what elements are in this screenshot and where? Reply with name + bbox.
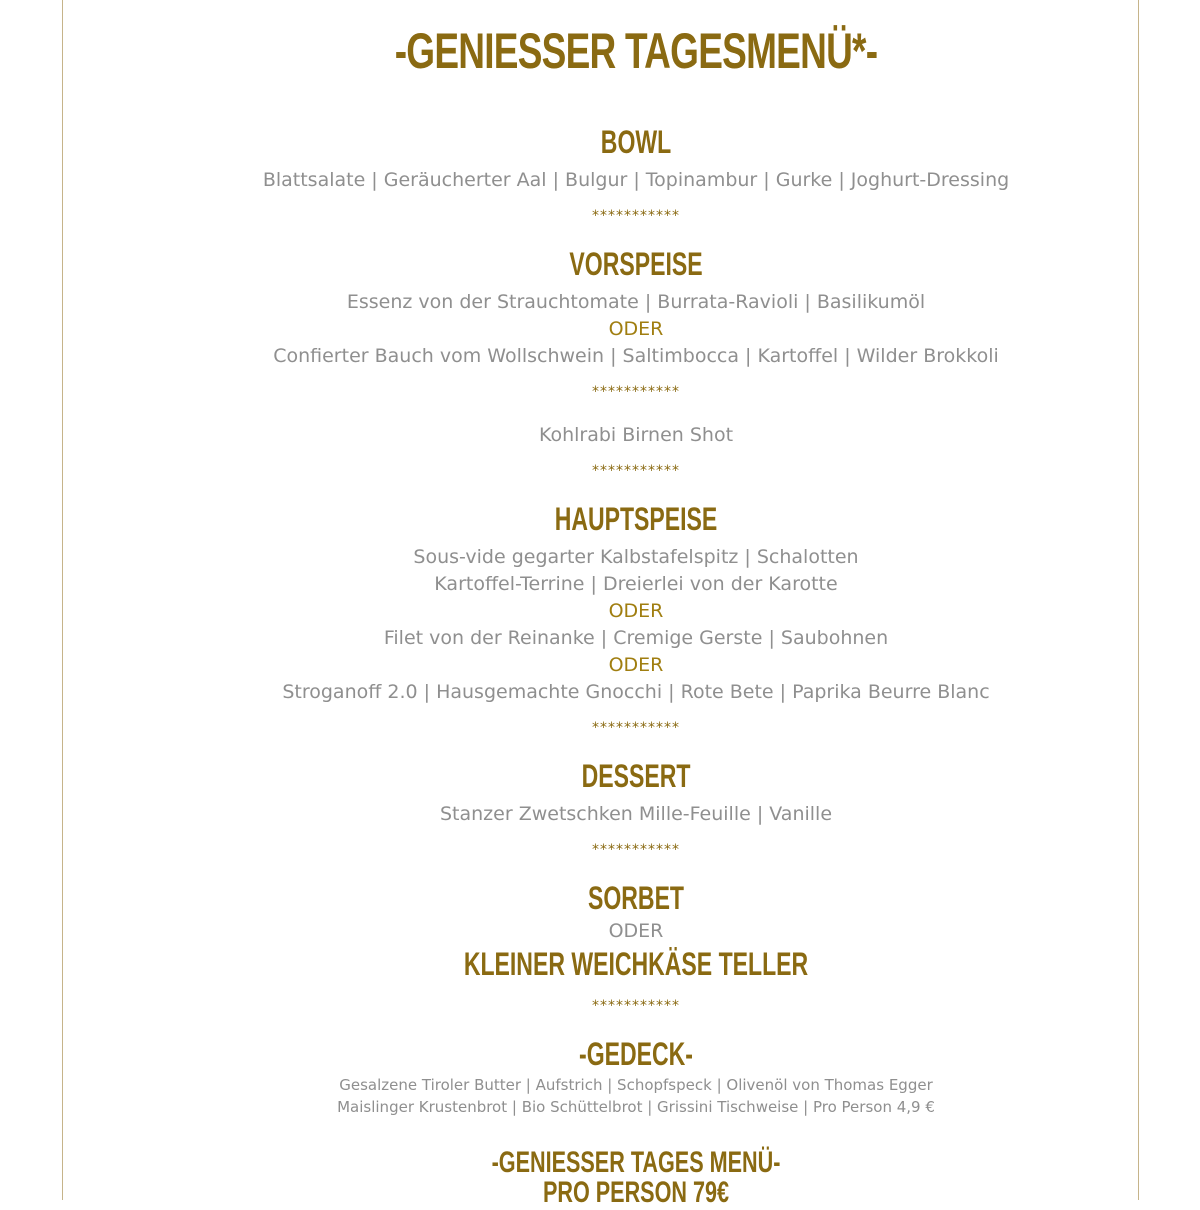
section-heading-dessert: DESSERT <box>581 758 691 794</box>
hauptspeise-option-3: Stroganoff 2.0 | Hausgemachte Gnocchi | Rote Bete | Paprika Beurre Blanc <box>282 681 990 703</box>
footer-price: PRO PERSON 79€ <box>542 1176 730 1209</box>
hauptspeise-option-1-line-1: Sous-vide gegarter Kalbstafelspitz | Schalotten <box>413 546 859 568</box>
gedeck-line-2: Maislinger Krustenbrot | Bio Schüttelbrot | Grissini Tischweise | Pro Person 4,9 € <box>337 1098 935 1116</box>
oder-label: ODER <box>608 654 664 676</box>
separator: *********** <box>592 463 680 479</box>
hauptspeise-option-2: Filet von der Reinanke | Cremige Gerste | Saubohnen <box>383 627 889 649</box>
oder-label: ODER <box>608 318 664 340</box>
vorspeise-option-2: Confierter Bauch vom Wollschwein | Saltimbocca | Kartoffel | Wilder Brokkoli <box>273 345 999 367</box>
menu-title: -GENIESSER TAGESMENÜ*- <box>394 23 878 79</box>
section-heading-weichkaese: KLEINER WEICHKÄSE TELLER <box>463 946 809 982</box>
footer-title: -GENIESSER TAGES MENÜ- <box>491 1146 781 1179</box>
separator: *********** <box>592 720 680 736</box>
dessert-item: Stanzer Zwetschken Mille-Feuille | Vanille <box>439 803 833 825</box>
section-heading-vorspeise: VORSPEISE <box>569 246 703 282</box>
gedeck-line-1: Gesalzene Tiroler Butter | Aufstrich | Schopfspeck | Olivenöl von Thomas Egger <box>339 1076 933 1094</box>
separator: *********** <box>592 998 680 1014</box>
separator: *********** <box>592 208 680 224</box>
section-heading-gedeck: -GEDECK- <box>579 1036 693 1072</box>
oder-label: ODER <box>608 600 664 622</box>
shot-item: Kohlrabi Birnen Shot <box>538 424 734 446</box>
section-heading-bowl: BOWL <box>600 124 672 160</box>
separator: *********** <box>592 384 680 400</box>
separator: *********** <box>592 842 680 858</box>
vorspeise-option-1: Essenz von der Strauchtomate | Burrata-Ravioli | Basilikumöl <box>346 291 926 313</box>
bowl-item: Blattsalate | Geräucherter Aal | Bulgur | Topinambur | Gurke | Joghurt-Dressing <box>262 169 1010 191</box>
page-border-left <box>62 0 63 1200</box>
hauptspeise-option-1-line-2: Kartoffel-Terrine | Dreierlei von der Karotte <box>434 573 838 595</box>
section-heading-sorbet: SORBET <box>587 880 685 916</box>
oder-label: ODER <box>608 920 664 942</box>
section-heading-hauptspeise: HAUPTSPEISE <box>554 501 718 537</box>
